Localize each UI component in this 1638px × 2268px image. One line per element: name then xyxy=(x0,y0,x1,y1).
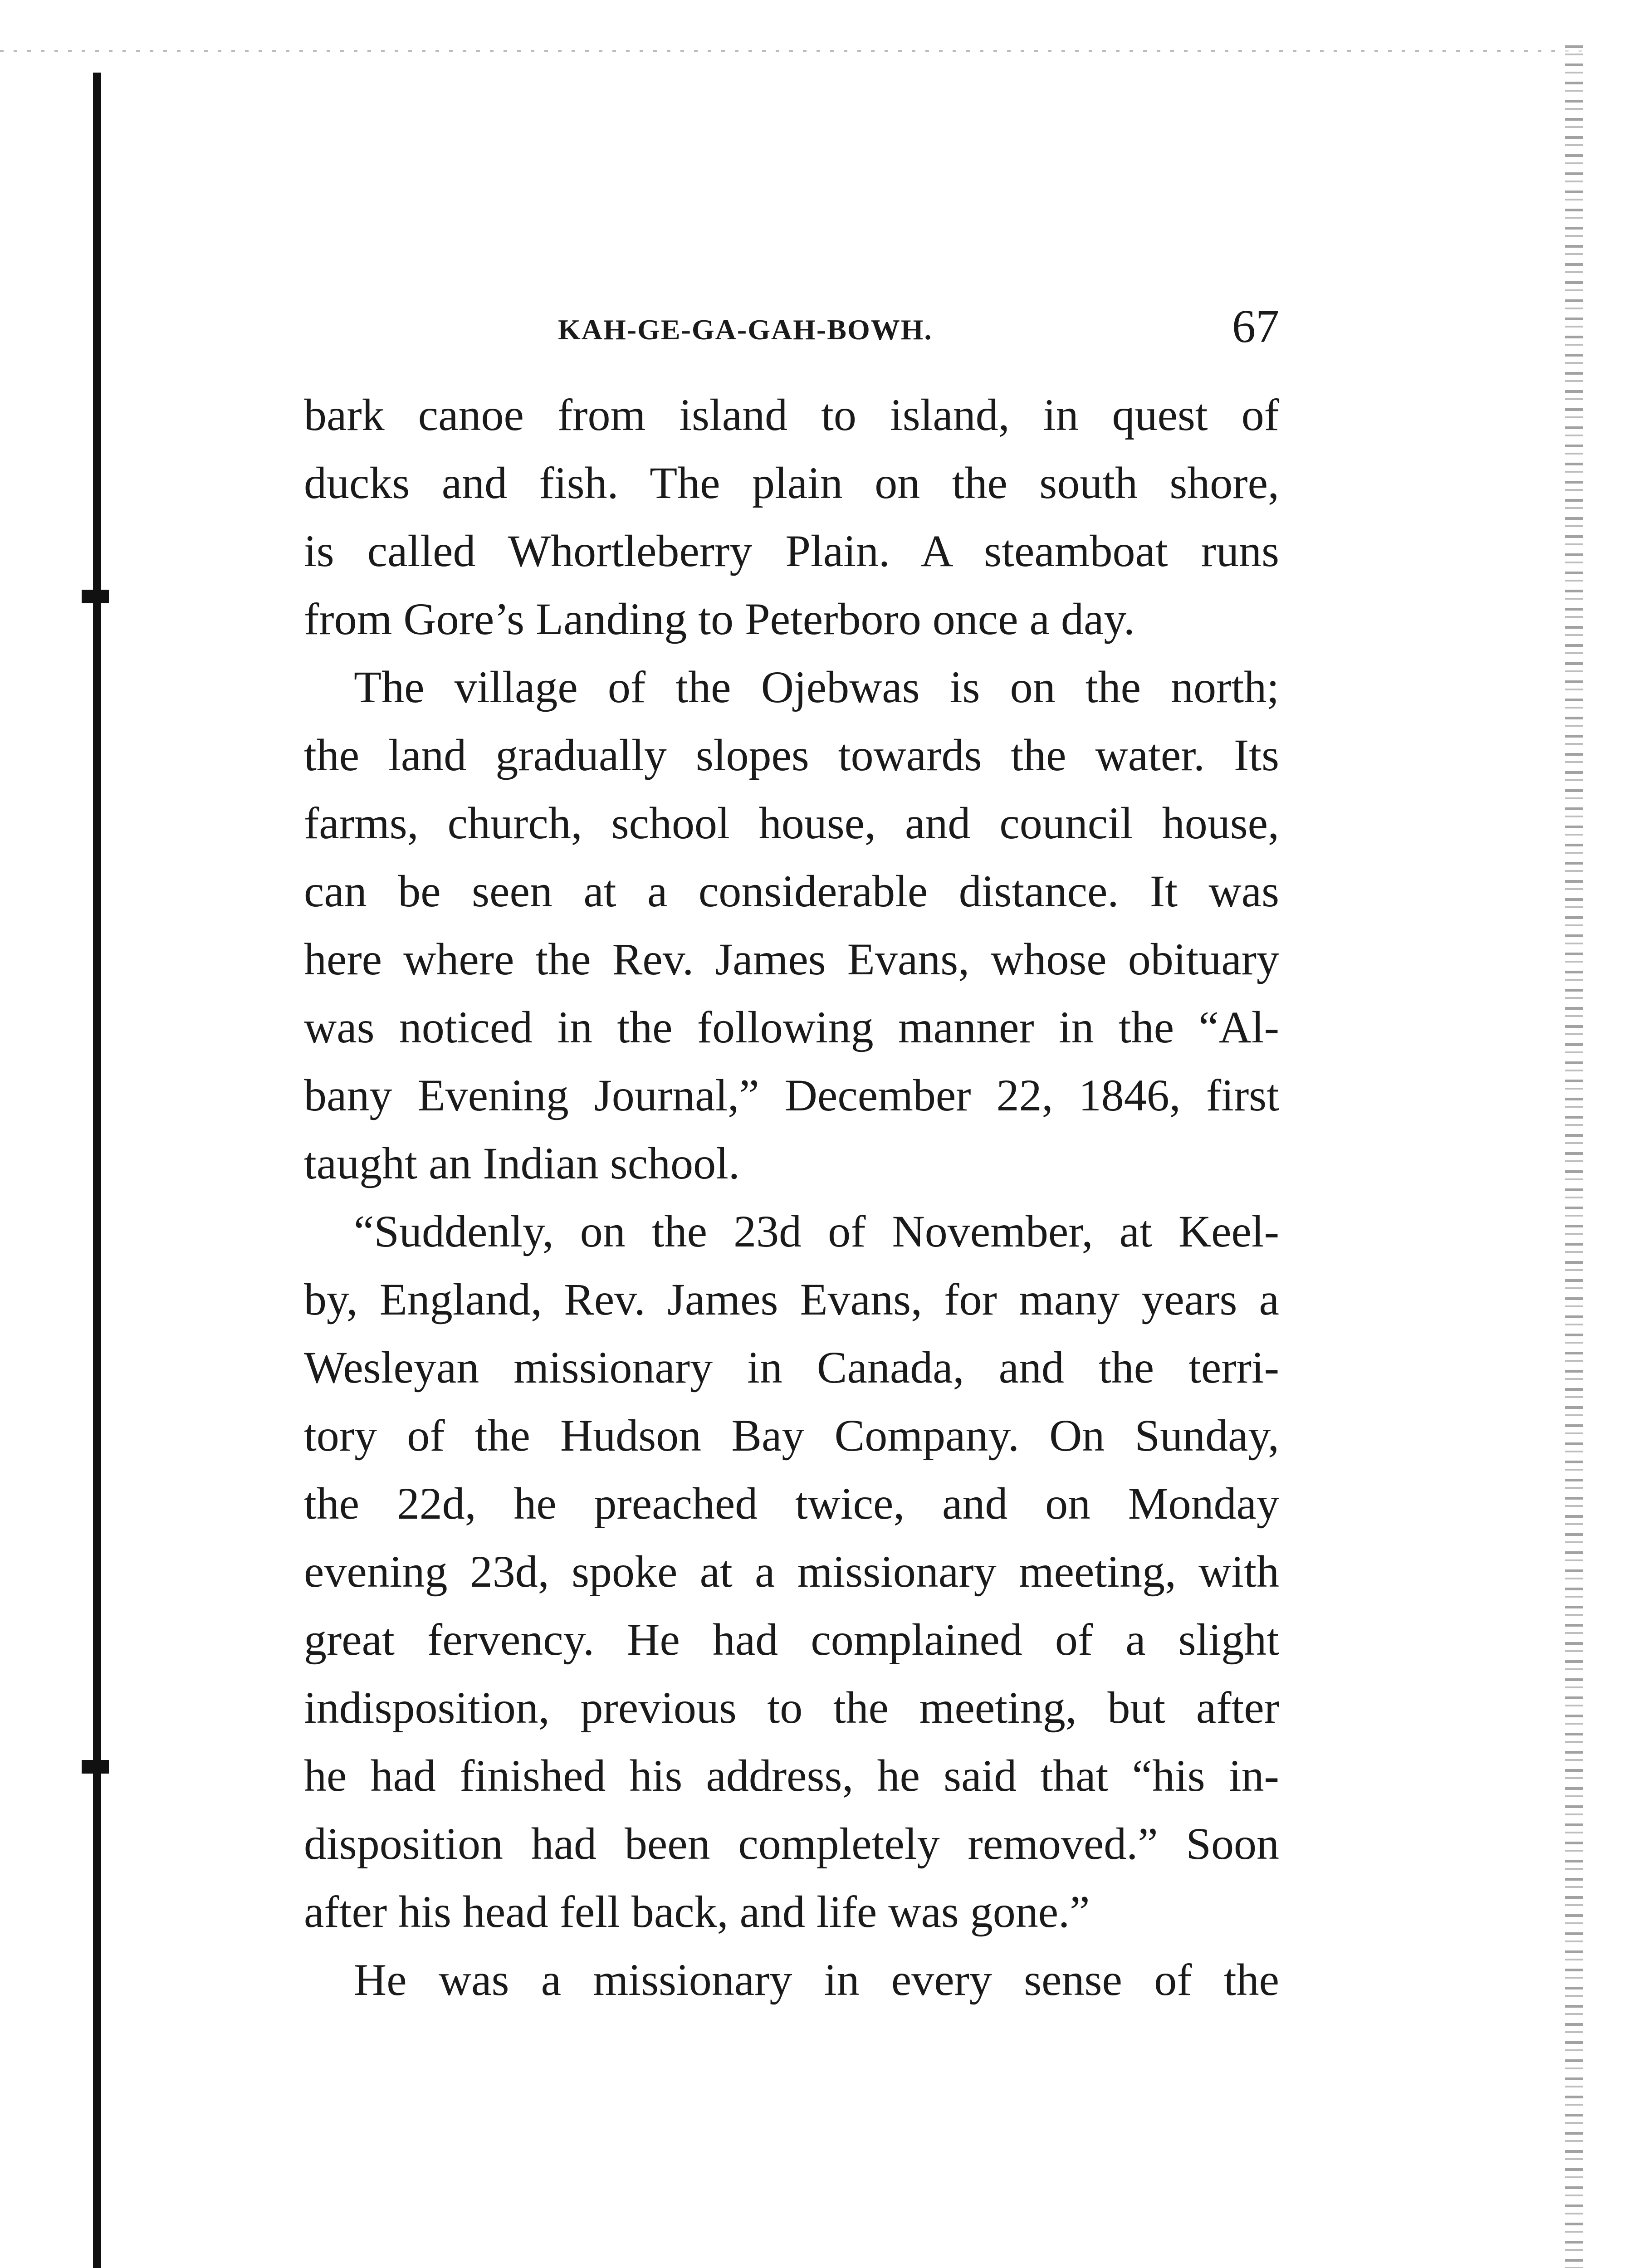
binding-notch xyxy=(82,590,109,603)
running-title: KAH-GE-GA-GAH-BOWH. xyxy=(558,313,933,346)
page-number: 67 xyxy=(1232,300,1279,352)
text-line: the land gradually slopes towards the water. Its xyxy=(304,730,1279,780)
text-line: bark canoe from island to island, in quest of xyxy=(304,390,1279,440)
body-text xyxy=(304,381,1279,2014)
text-line: by, England, Rev. James Evans, for many years a xyxy=(304,1274,1279,1325)
scan-edge-top xyxy=(0,50,1588,52)
text-line: indisposition, previous to the meeting, but after xyxy=(304,1682,1279,1733)
text-line: great fervency. He had complained of a slight xyxy=(304,1614,1279,1665)
page-edge-right xyxy=(1565,45,1583,2268)
text-line: here where the Rev. James Evans, whose obituary xyxy=(304,934,1279,984)
text-line: disposition had been completely removed.” Soon xyxy=(304,1818,1279,1869)
text-line: farms, church, school house, and council house, xyxy=(304,798,1279,848)
text-line: evening 23d, spoke at a missionary meeting, with xyxy=(304,1546,1279,1597)
text-line: from Gore’s Landing to Peterboro once a day. xyxy=(304,594,1135,644)
binding-edge-left xyxy=(93,73,101,2268)
text-line: taught an Indian school. xyxy=(304,1138,740,1188)
text-line: bany Evening Journal,” December 22, 1846, first xyxy=(304,1070,1279,1120)
text-line: He was a missionary in every sense of the xyxy=(354,1955,1279,2005)
text-line: “Suddenly, on the 23d of November, at Keel- xyxy=(354,1206,1279,1256)
text-line: tory of the Hudson Bay Company. On Sunday, xyxy=(304,1410,1279,1461)
text-line: is called Whortleberry Plain. A steamboat runs xyxy=(304,526,1279,576)
text-line: The village of the Ojebwas is on the north; xyxy=(354,662,1279,712)
text-line: Wesleyan missionary in Canada, and the terri- xyxy=(304,1342,1279,1393)
page-header xyxy=(558,299,1279,363)
text-line: the 22d, he preached twice, and on Monday xyxy=(304,1478,1279,1529)
text-line: he had finished his address, he said that “his in- xyxy=(304,1750,1279,1801)
text-line: after his head fell back, and life was gone.” xyxy=(304,1887,1090,1937)
text-line: was noticed in the following manner in the “Al- xyxy=(304,1002,1279,1052)
text-line: ducks and fish. The plain on the south shore, xyxy=(304,458,1279,508)
text-line: can be seen at a considerable distance. It was xyxy=(304,866,1279,916)
binding-notch xyxy=(82,1760,109,1774)
